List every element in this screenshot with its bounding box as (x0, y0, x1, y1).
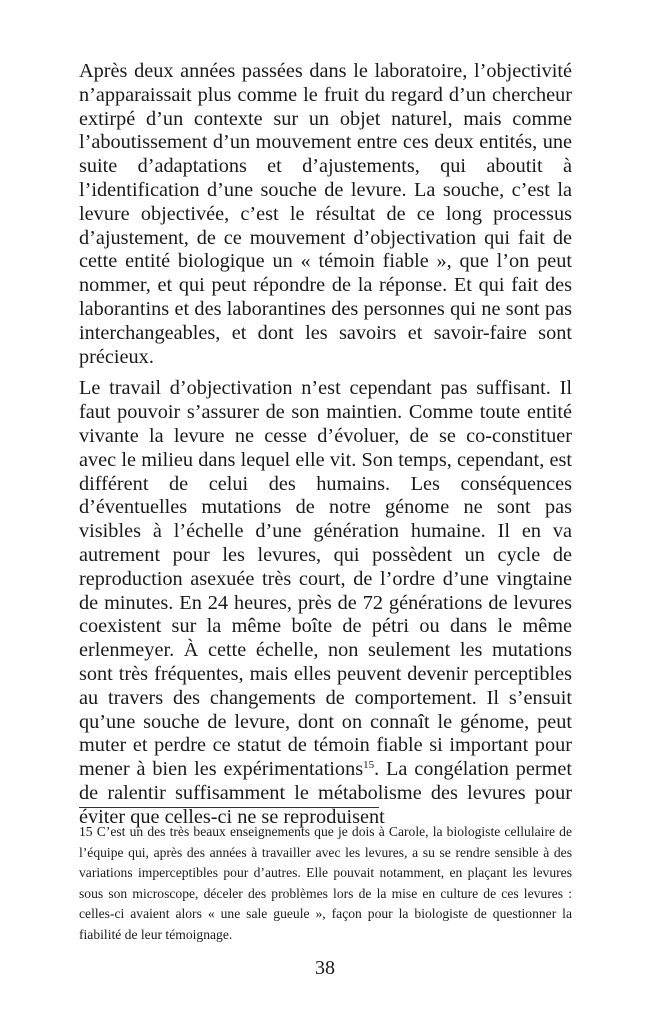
footnote-reference[interactable]: 15 (363, 759, 375, 772)
paragraph: Après deux années passées dans le laboratoire, l’objectivité n’apparaissait plus comme le fruit du regard d’un chercheur extirpé d’un contexte sur un objet naturel, mais comme l’aboutissement d’un mouvement entre ces deux entités, une suite d’adaptations et d’ajustements, qui aboutit à l’identification d’une souche de levure. La souche, c’est la levure objectivée, c’est le résultat de ce long processus d’ajustement, de ce mouvement d’objectivation qui fait de cette entité biologique un « témoin fiable », que l’on peut nommer, et qui peut répondre de la réponse. Et qui fait des laborantins et des laborantines des personnes qui ne sont pas interchangeables, et dont les savoirs et savoir-faire sont précieux. (79, 60, 572, 368)
footnote-number: 15 (79, 824, 93, 839)
paragraph-text-continued: La congélation permet de ralentir suffisamment le métabolisme des levures pour éviter que celles-ci ne se reproduisent (79, 758, 573, 828)
paragraph-text: Le travail d’objectivation n’est cependant pas suffisant. Il faut pouvoir s’assurer de son maintien. Comme toute entité vivante la levure ne cesse d’évoluer, de se co-constituer avec le milieu dans lequel elle vit. Son temps, cependant, est différent de celui des humains. Les conséquences d’éventuelles mutations de notre génome ne sont pas visibles à l’échelle d’une génération humaine. Il en va autrement pour les levures, qui possèdent un cycle de reproduction asexuée très court, de l’ordre d’une vingtaine de minutes. En 24 heures, près de 72 générations de levures coexistent sur la même boîte de pétri ou dans le même erlenmeyer. À cette échelle, non seulement les mutations sont très fréquentes, mais elles peuvent devenir perceptibles au travers des changements de comportement. Il s’ensuit qu’une souche de levure, dont on connaît le génome, peut muter et perdre ce statut de témoin fiable si important pour mener à bien les expérimentations (79, 377, 572, 781)
footnote-divider (79, 807, 379, 808)
page-body (79, 60, 572, 830)
paragraph-text-tail: . (374, 758, 380, 781)
footnote (79, 822, 572, 946)
paragraph-with-footnote (79, 377, 572, 829)
page-number: 38 (315, 957, 335, 979)
footnote-text: C’est un des très beaux enseignements que je dois à Carole, la biologiste cellulaire de l’équipe qui, après des années à travailler avec les levures, a su se rendre sensible à des variations imperceptibles pour d’autres. Elle pouvait notamment, en plaçant les levures sous son microscope, déceler des problèmes lors de la mise en culture de ces levures : celles-ci avaient alors « une sale gueule », façon pour la biologiste de questionner la fiabilité de leur témoignage. (79, 824, 572, 942)
